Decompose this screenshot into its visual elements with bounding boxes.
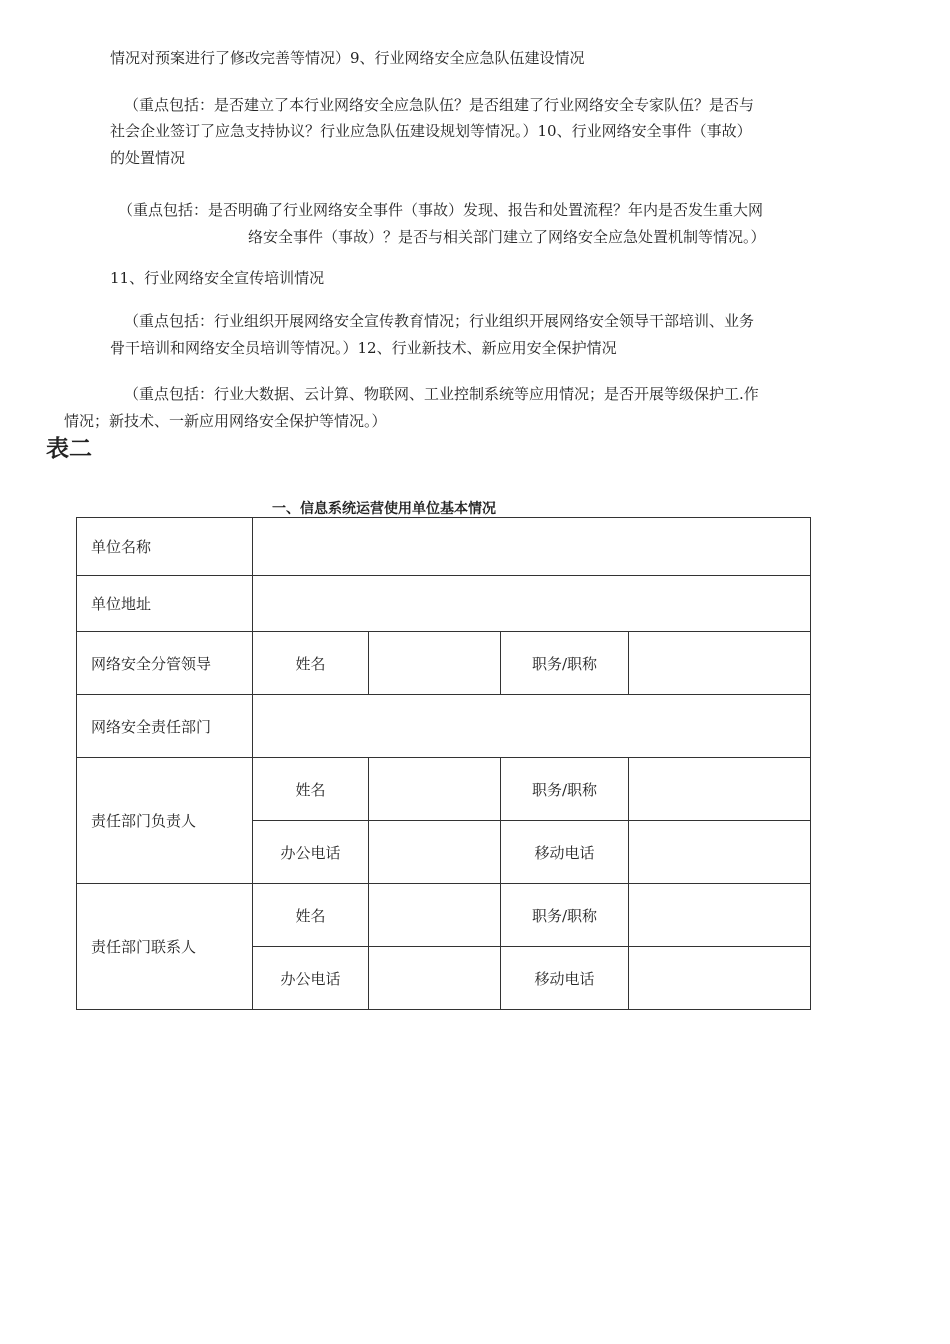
contact-office-phone-label: 办公电话 [253, 947, 369, 1010]
paragraph-line: 11、行业网络安全宣传培训情况 [110, 269, 325, 287]
unit-name-value[interactable] [253, 518, 811, 576]
contact-position-value[interactable] [629, 884, 811, 947]
paragraph-line: 的处置情况 [110, 149, 186, 167]
unit-address-label: 单位地址 [77, 576, 253, 632]
unit-info-table [76, 517, 811, 1010]
security-dept-label: 网络安全责任部门 [77, 695, 253, 758]
security-dept-value[interactable] [253, 695, 811, 758]
table-row [77, 576, 811, 632]
unit-name-label: 单位名称 [77, 518, 253, 576]
contact-name-value[interactable] [369, 884, 501, 947]
head-office-phone-label: 办公电话 [253, 821, 369, 884]
head-position-label: 职务/职称 [501, 758, 629, 821]
head-office-phone-value[interactable] [369, 821, 501, 884]
head-mobile-phone-label: 移动电话 [501, 821, 629, 884]
leader-name-label: 姓名 [253, 632, 369, 695]
contact-mobile-phone-value[interactable] [629, 947, 811, 1010]
paragraph-line: （重点包括：是否建立了本行业网络安全应急队伍？是否组建了行业网络安全专家队伍？是否与 [124, 96, 755, 114]
table-row [77, 632, 811, 695]
head-name-value[interactable] [369, 758, 501, 821]
table-row [77, 884, 811, 947]
leader-position-value[interactable] [629, 632, 811, 695]
paragraph-line: （重点包括：行业大数据、云计算、物联网、工业控制系统等应用情况；是否开展等级保护工.作 [124, 385, 759, 403]
security-leader-label: 网络安全分管领导 [77, 632, 253, 695]
section-heading: 表二 [46, 436, 92, 462]
table-row [77, 518, 811, 576]
head-position-value[interactable] [629, 758, 811, 821]
paragraph-line: 络安全事件（事故）？是否与相关部门建立了网络安全应急处置机制等情况。） [248, 228, 766, 246]
dept-contact-label: 责任部门联系人 [77, 884, 253, 1010]
unit-address-value[interactable] [253, 576, 811, 632]
paragraph-line: （重点包括：行业组织开展网络安全宣传教育情况；行业组织开展网络安全领导干部培训、业务 [124, 312, 755, 330]
table-title: 一、信息系统运营使用单位基本情况 [272, 501, 496, 517]
table-row [77, 758, 811, 821]
table-row [77, 695, 811, 758]
contact-mobile-phone-label: 移动电话 [501, 947, 629, 1010]
dept-head-label: 责任部门负责人 [77, 758, 253, 884]
contact-position-label: 职务/职称 [501, 884, 629, 947]
leader-name-value[interactable] [369, 632, 501, 695]
contact-office-phone-value[interactable] [369, 947, 501, 1010]
leader-position-label: 职务/职称 [501, 632, 629, 695]
head-mobile-phone-value[interactable] [629, 821, 811, 884]
paragraph-line: 社会企业签订了应急支持协议？行业应急队伍建设规划等情况。）10、行业网络安全事件（事故） [110, 122, 752, 140]
head-name-label: 姓名 [253, 758, 369, 821]
paragraph-line: 情况；新技术、一新应用网络安全保护等情况。） [64, 412, 387, 430]
contact-name-label: 姓名 [253, 884, 369, 947]
paragraph-line: 情况对预案进行了修改完善等情况）9、行业网络安全应急队伍建设情况 [110, 49, 585, 67]
paragraph-line: 骨干培训和网络安全员培训等情况。）12、行业新技术、新应用安全保护情况 [110, 339, 617, 357]
paragraph-line: （重点包括：是否明确了行业网络安全事件（事故）发现、报告和处置流程？年内是否发生重大网 [118, 201, 764, 219]
